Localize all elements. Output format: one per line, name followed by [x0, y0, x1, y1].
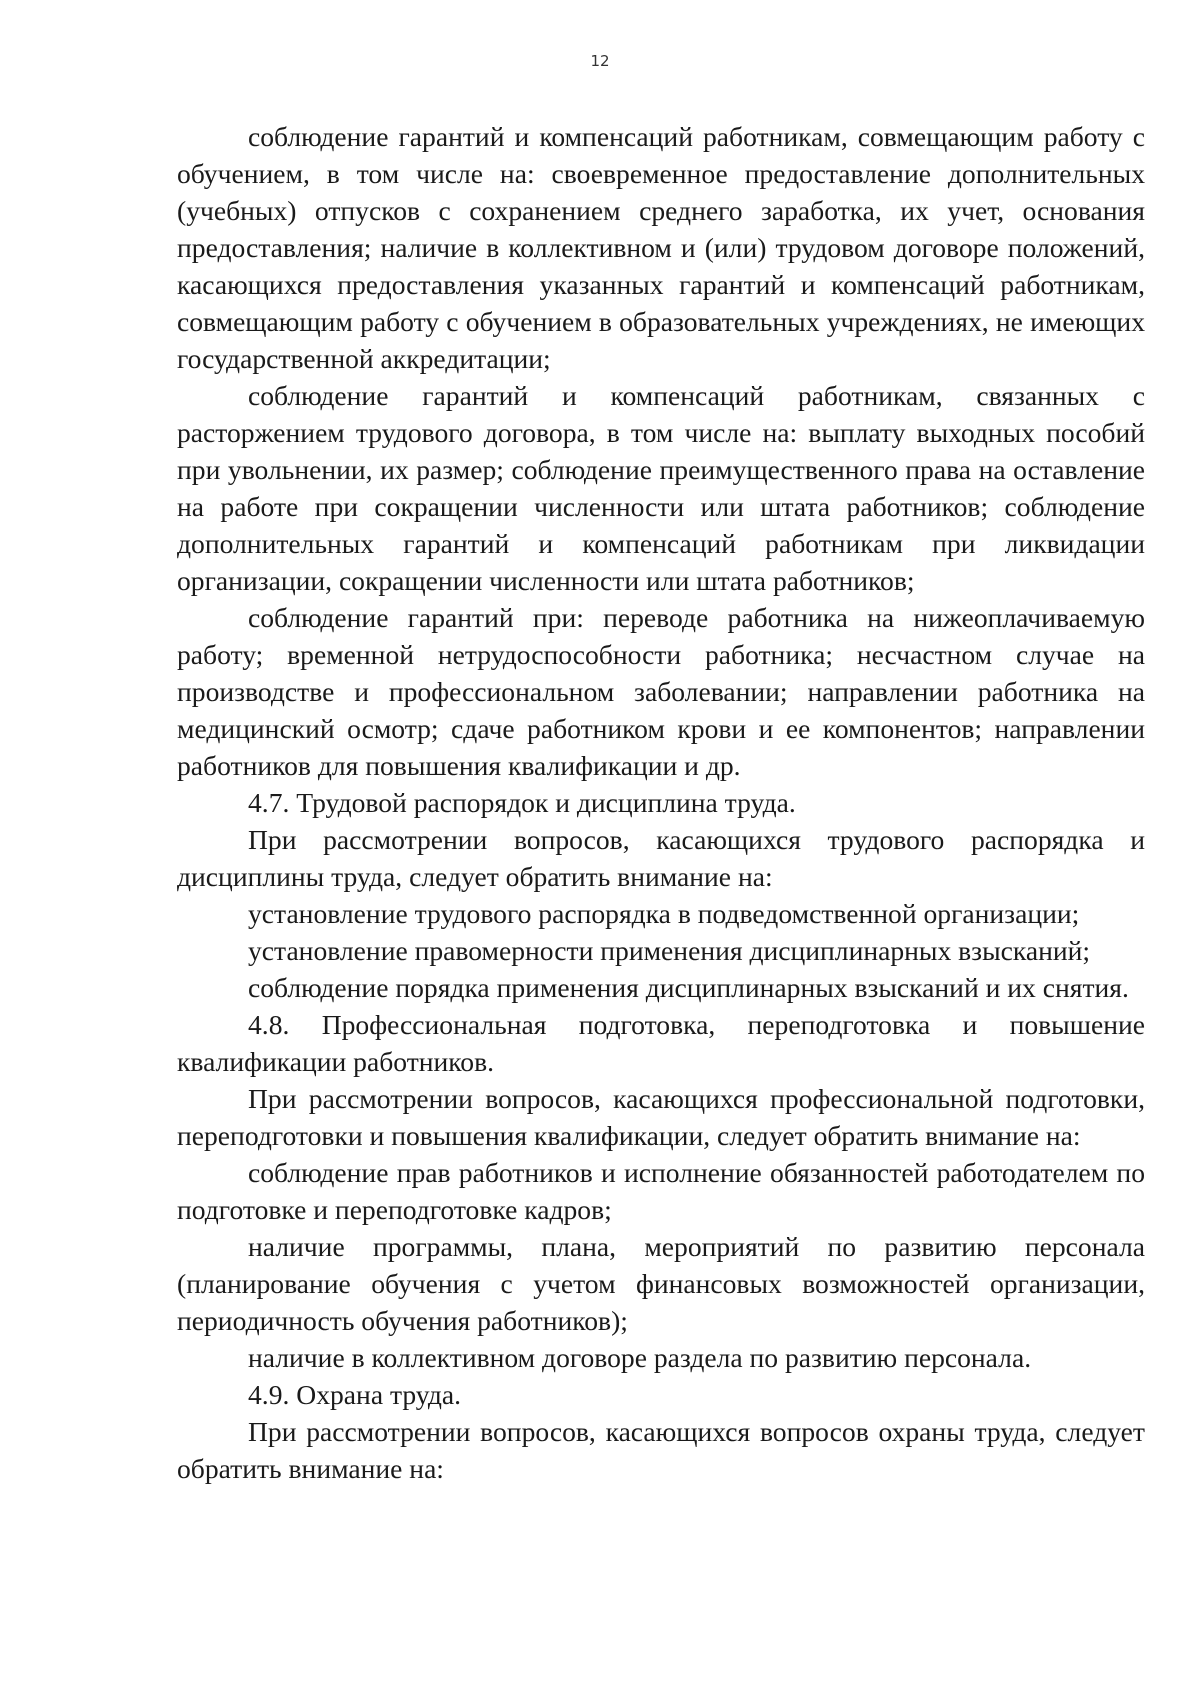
list-item-disciplinary-procedure: соблюдение порядка применения дисциплинарных взысканий и их снятия. [248, 972, 1129, 1003]
paragraph-guarantees-study: соблюдение гарантий и компенсаций работникам, совмещающим работу с обучением, в том числе на: своевременное предоставление дополнительных (учебных) отпусков с сохранением среднего заработка, их учет, основания предоставления; наличие в коллективном и (или) трудовом договоре положений, касающихся предоставления указанных гарантий и компенсаций работникам, совмещающим работу с обучением в образовательных учреждениях, не имеющих государственной аккредитации; [177, 121, 1145, 374]
list-item-disciplinary-legality: установление правомерности применения дисциплинарных взысканий; [248, 935, 1091, 966]
list-item-development-program: наличие программы, плана, мероприятий по развитию персонала (планирование обучения с учетом финансовых возможностей организации, периодичность обучения работников); [177, 1231, 1145, 1336]
list-item-training-rights: соблюдение прав работников и исполнение обязанностей работодателем по подготовке и переподготовке кадров; [177, 1157, 1145, 1225]
document-body [177, 118, 1145, 1487]
paragraph-labor-safety-intro: При рассмотрении вопросов, касающихся вопросов охраны труда, следует обратить внимание на: [177, 1416, 1145, 1484]
page-number: 12 [590, 52, 610, 70]
list-item-work-schedule: установление трудового распорядка в подведомственной организации; [248, 898, 1080, 929]
list-item-collective-agreement: наличие в коллективном договоре раздела по развитию персонала. [248, 1342, 1032, 1373]
paragraph-guarantees-other: соблюдение гарантий при: переводе работника на нижеоплачиваемую работу; временной нетрудоспособности работника; несчастном случае на производстве и профессиональном заболевании; направлении работника на медицинский осмотр; сдаче работником крови и ее компонентов; направлении работников для повышения квалификации и др. [177, 602, 1145, 781]
paragraph-training-intro: При рассмотрении вопросов, касающихся профессиональной подготовки, переподготовки и повышения квалификации, следует обратить внимание на: [177, 1083, 1145, 1151]
section-heading-4-8: 4.8. Профессиональная подготовка, переподготовка и повышение квалификации работников. [177, 1009, 1145, 1077]
paragraph-guarantees-termination: соблюдение гарантий и компенсаций работникам, связанных с расторжением трудового договора, в том числе на: выплату выходных пособий при увольнении, их размер; соблюдение преимущественного права на оставление на работе при сокращении численности или штата работников; соблюдение дополнительных гарантий и компенсаций работникам при ликвидации организации, сокращении численности или штата работников; [177, 380, 1145, 596]
section-heading-4-9: 4.9. Охрана труда. [248, 1379, 462, 1410]
section-heading-4-7: 4.7. Трудовой распорядок и дисциплина труда. [248, 787, 796, 818]
paragraph-discipline-intro: При рассмотрении вопросов, касающихся трудового распорядка и дисциплины труда, следует обратить внимание на: [177, 824, 1145, 892]
